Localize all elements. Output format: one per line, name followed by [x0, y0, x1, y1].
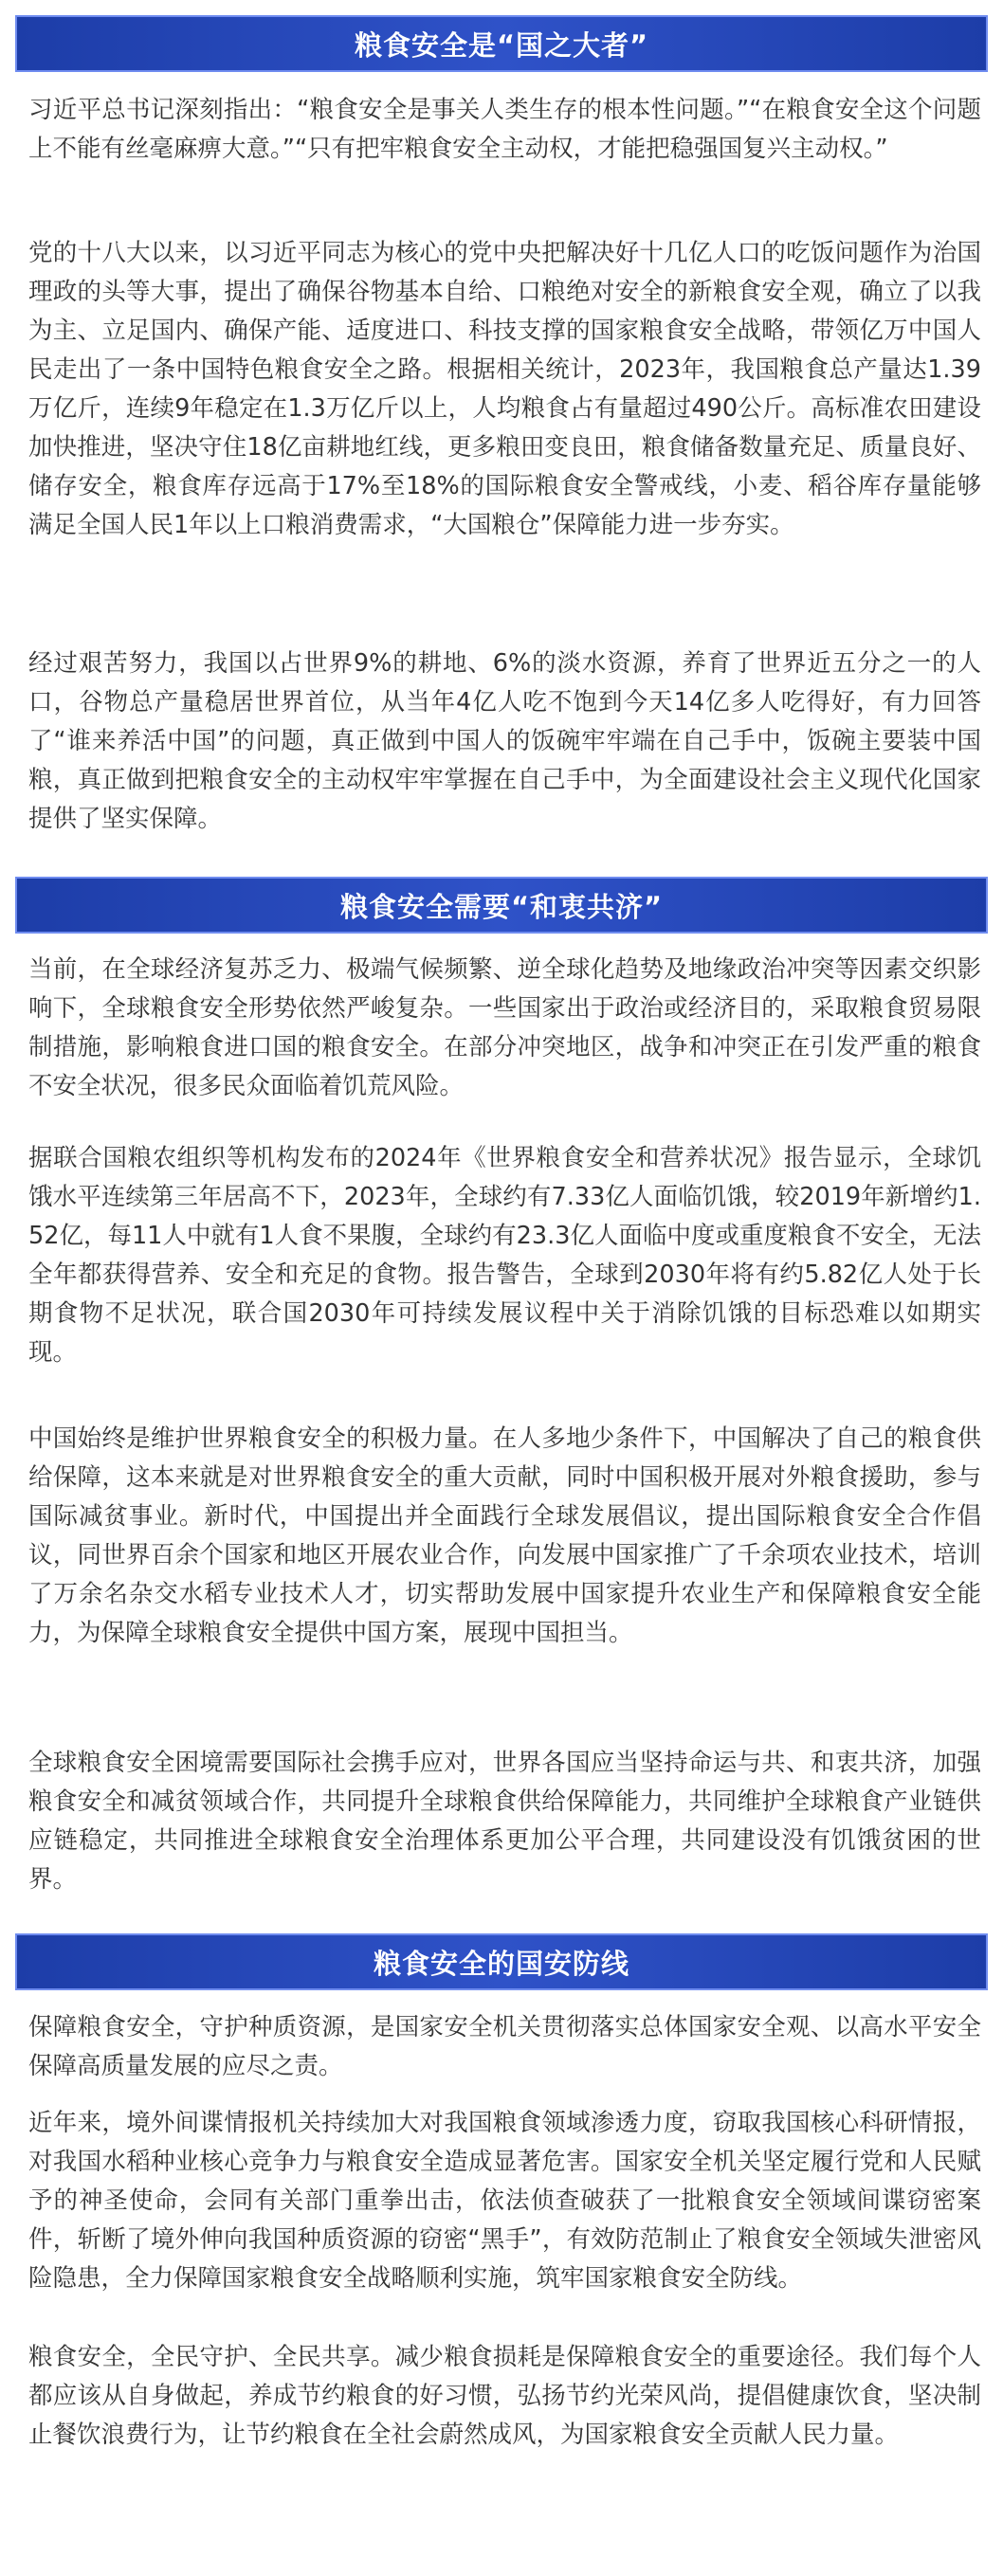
- paragraph: 粮食安全，全民守护、全民共享。减少粮食损耗是保障粮食安全的重要途径。我们每个人都应该从自身做起，养成节约粮食的好习惯，弘扬节约光荣风尚，提倡健康饮食，坚决制止餐饮浪费行为，让节约粮食在全社会蔚然成风，为国家粮食安全贡献人民力量。: [28, 2343, 981, 2449]
- section-header-3: [15, 1933, 988, 1990]
- paragraph: 近年来，境外间谍情报机关持续加大对我国粮食领域渗透力度，窃取我国核心科研情报，对我国水稻种业核心竞争力与粮食安全造成显著危害。国家安全机关坚定履行党和人民赋予的神圣使命，会同有关部门重拳出击，依法侦查破获了一批粮食安全领域间谍窃密案件，斩断了境外伸向我国种质资源的窃密“黑手”，有效防范制止了粮食安全领域失泄密风险隐患，全力保障国家粮食安全战略顺利实施，筑牢国家粮食安全防线。: [28, 2109, 981, 2293]
- paragraph: 全球粮食安全困境需要国际社会携手应对，世界各国应当坚持命运与共、和衷共济，加强粮食安全和减贫领域合作，共同提升全球粮食供给保障能力，共同维护全球粮食产业链供应链稳定，共同推进全球粮食安全治理体系更加公平合理，共同建设没有饥饿贫困的世界。: [28, 1749, 981, 1894]
- paragraph: 习近平总书记深刻指出：“粮食安全是事关人类生存的根本性问题。”“在粮食安全这个问题上不能有丝毫麻痹大意。”“只有把牢粮食安全主动权，才能把稳强国复兴主动权。”: [28, 96, 981, 163]
- paragraph: 经过艰苦努力，我国以占世界9%的耕地、6%的淡水资源，养育了世界近五分之一的人口，谷物总产量稳居世界首位，从当年4亿人吃不饱到今天14亿多人吃得好，有力回答了“谁来养活中国”的问题，真正做到中国人的饭碗牢牢端在自己手中，饭碗主要装中国粮，真正做到把粮食安全的主动权牢牢掌握在自己手中，为全面建设社会主义现代化国家提供了坚实保障。: [28, 649, 981, 833]
- paragraph: 保障粮食安全，守护种质资源，是国家安全机关贯彻落实总体国家安全观、以高水平安全保障高质量发展的应尽之责。: [28, 2013, 981, 2080]
- section-title-1: 粮食安全是“国之大者”: [354, 28, 649, 62]
- paragraph: 中国始终是维护世界粮食安全的积极力量。在人多地少条件下，中国解决了自己的粮食供给保障，这本来就是对世界粮食安全的重大贡献，同时中国积极开展对外粮食援助，参与国际减贫事业。新时代，中国提出并全面践行全球发展倡议，提出国际粮食安全合作倡议，同世界百余个国家和地区开展农业合作，向发展中国家推广了千余项农业技术，培训了万余名杂交水稻专业技术人才，切实帮助发展中国家提升农业生产和保障粮食安全能力，为保障全球粮食安全提供中国方案，展现中国担当。: [28, 1424, 981, 1647]
- paragraph: 据联合国粮农组织等机构发布的2024年《世界粮食安全和营养状况》报告显示，全球饥饿水平连续第三年居高不下，2023年，全球约有7.33亿人面临饥饿，较2019年新增约1.52亿，每11人中就有1人食不果腹，全球约有23.3亿人面临中度或重度粮食不安全，无法全年都获得营养、安全和充足的食物。报告警告，全球到2030年将有约5.82亿人处于长期食物不足状况，联合国2030年可持续发展议程中关于消除饥饿的目标恐难以如期实现。: [28, 1144, 981, 1367]
- section-title-3: 粮食安全的国安防线: [373, 1947, 629, 1980]
- section-title-2: 粮食安全需要“和衷共济”: [339, 890, 664, 923]
- paragraph: 当前，在全球经济复苏乏力、极端气候频繁、逆全球化趋势及地缘政治冲突等因素交织影响下，全球粮食安全形势依然严峻复杂。一些国家出于政治或经济目的，采取粮食贸易限制措施，影响粮食进口国的粮食安全。在部分冲突地区，战争和冲突正在引发严重的粮食不安全状况，很多民众面临着饥荒风险。: [28, 955, 981, 1100]
- section-header-1: [15, 15, 988, 72]
- paragraph: 党的十八大以来，以习近平同志为核心的党中央把解决好十几亿人口的吃饭问题作为治国理政的头等大事，提出了确保谷物基本自给、口粮绝对安全的新粮食安全观，确立了以我为主、立足国内、确保产能、适度进口、科技支撑的国家粮食安全战略，带领亿万中国人民走出了一条中国特色粮食安全之路。根据相关统计，2023年，我国粮食总产量达1.39万亿斤，连续9年稳定在1.3万亿斤以上，人均粮食占有量超过490公斤。高标准农田建设加快推进，坚决守住18亿亩耕地红线，更多粮田变良田，粮食储备数量充足、质量良好、储存安全，粮食库存远高于17%至18%的国际粮食安全警戒线，小麦、稻谷库存量能够满足全国人民1年以上口粮消费需求，“大国粮仓”保障能力进一步夯实。: [28, 239, 981, 539]
- section-header-2: [15, 877, 988, 934]
